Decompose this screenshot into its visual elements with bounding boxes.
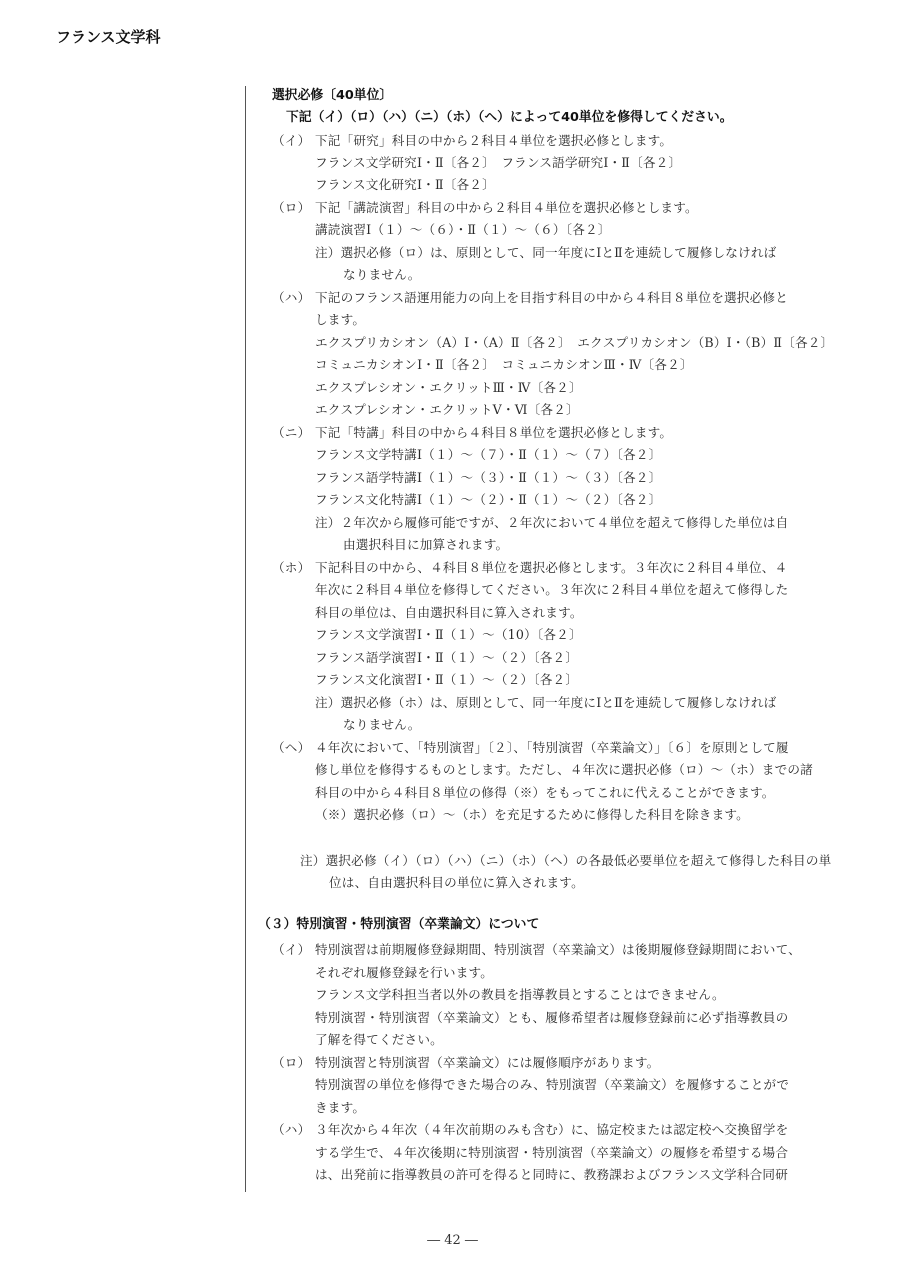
course-line: フランス語学特講Ⅰ（１）〜（３）・Ⅱ（１）〜（３）〔各２〕 <box>315 470 662 485</box>
item-text: 特別演習は前期履修登録期間、特別演習（卒業論文）は後期履修登録期間において、 <box>315 942 801 957</box>
course-line: エクスプリカシオン（A）Ⅰ・（A）Ⅱ〔各２〕 エクスプリカシオン（B）Ⅰ・（B）Ⅱ〔各２〕 <box>315 335 834 350</box>
item-text: する学生で、４年次後期に特別演習・特別演習（卒業論文）の履修を希望する場合 <box>315 1145 789 1160</box>
item-text: 下記のフランス語運用能力の向上を目指す科目の中から４科目８単位を選択必修と <box>315 290 788 305</box>
course-line: フランス語学演習Ⅰ・Ⅱ（１）〜（２）〔各２〕 <box>315 650 579 665</box>
note-text: 由選択科目に加算されます。 <box>343 537 509 552</box>
item-text: 特別演習・特別演習（卒業論文）とも、履修希望者は履修登録前に必ず指導教員の <box>315 1010 789 1025</box>
note-text: 注）選択必修（ホ）は、原則として、同一年度にⅠとⅡを連続して履修しなければ <box>315 695 777 710</box>
item-marker: （イ） <box>272 942 311 957</box>
elective-heading: 選択必修〔40単位〕 <box>272 88 393 103</box>
item-text: （※）選択必修（ロ）〜（ホ）を充足するために修得した科目を除きます。 <box>315 807 749 822</box>
item-marker: （イ） <box>272 133 311 148</box>
course-line: フランス文学研究Ⅰ・Ⅱ〔各２〕 フランス語学研究Ⅰ・Ⅱ〔各２〕 <box>315 155 682 170</box>
course-line: フランス文学特講Ⅰ（１）〜（７）・Ⅱ（１）〜（７）〔各２〕 <box>315 447 662 462</box>
margin-rule <box>245 86 246 1192</box>
department-title: フランス文学科 <box>56 28 161 46</box>
note-text: 注）選択必修（ロ）は、原則として、同一年度にⅠとⅡを連続して履修しなければ <box>315 245 777 260</box>
item-text: 特別演習の単位を修得できた場合のみ、特別演習（卒業論文）を履修することがで <box>315 1077 790 1092</box>
item-text: 特別演習と特別演習（卒業論文）には履修順序があります。 <box>315 1055 660 1070</box>
item-text: ４年次において、「特別演習」〔２〕、「特別演習（卒業論文）」〔６〕を原則として履 <box>315 740 789 755</box>
section3-heading: （３）特別演習・特別演習（卒業論文）について <box>258 917 540 932</box>
item-text: 科目の単位は、自由選択科目に算入されます。 <box>315 605 583 620</box>
course-line: エクスプレシオン・エクリットⅢ・Ⅳ〔各２〕 <box>315 380 582 395</box>
page-number: ― 42 ― <box>427 1233 478 1248</box>
item-text: 修し単位を修得するものとします。ただし、４年次に選択必修（ロ）〜（ホ）までの諸 <box>315 762 813 777</box>
item-text: 下記「研究」科目の中から２科目４単位を選択必修とします。 <box>315 133 673 148</box>
item-marker: （ホ） <box>272 560 311 575</box>
elective-intro: 下記（イ）（ロ）（ハ）（ニ）（ホ）（ヘ）によって40単位を修得してください。 <box>286 110 733 125</box>
item-text: きます。 <box>315 1100 366 1115</box>
note-text: 注）２年次から履修可能ですが、２年次において４単位を超えて修得した単位は自 <box>315 515 789 530</box>
item-marker: （ハ） <box>272 1122 311 1137</box>
item-text: 下記「講読演習」科目の中から２科目４単位を選択必修とします。 <box>315 200 698 215</box>
item-text: 下記科目の中から、４科目８単位を選択必修とします。３年次に２科目４単位、４ <box>315 560 788 575</box>
course-line: フランス文化研究Ⅰ・Ⅱ〔各２〕 <box>315 177 495 192</box>
course-line: エクスプレシオン・エクリットⅤ・Ⅵ〔各２〕 <box>315 402 579 417</box>
item-text: します。 <box>315 312 366 327</box>
item-text: それぞれ履修登録を行います。 <box>315 965 494 980</box>
course-line: フランス文学演習Ⅰ・Ⅱ（１）〜（10）〔各２〕 <box>315 627 582 642</box>
item-marker: （ニ） <box>272 425 311 440</box>
course-line: 講読演習Ⅰ（１）〜（６）・Ⅱ（１）〜（６）〔各２〕 <box>315 222 611 237</box>
item-marker: （ロ） <box>272 200 311 215</box>
item-text: 科目の中から４科目８単位の修得（※）をもってこれに代えることができます。 <box>315 785 775 800</box>
item-text: フランス文学科担当者以外の教員を指導教員とすることはできません。 <box>315 987 725 1002</box>
course-line: コミュニカシオンⅠ・Ⅱ〔各２〕 コミュニカシオンⅢ・Ⅳ〔各２〕 <box>315 357 693 372</box>
item-marker: （ハ） <box>272 290 311 305</box>
final-note: 注）選択必修（イ）（ロ）（ハ）（ニ）（ホ）（ヘ）の各最低必要単位を超えて修得した科目の単 <box>300 853 832 868</box>
item-text: は、出発前に指導教員の許可を得ると同時に、教務課およびフランス文学科合同研 <box>315 1167 788 1182</box>
note-text: なりません。 <box>343 717 421 732</box>
item-text: ３年次から４年次（４年次前期のみも含む）に、協定校または認定校へ交換留学を <box>315 1122 789 1137</box>
course-line: フランス文化特講Ⅰ（１）〜（２）・Ⅱ（１）〜（２）〔各２〕 <box>315 492 662 507</box>
item-text: 了解を得てください。 <box>315 1032 443 1047</box>
item-text: 下記「特講」科目の中から４科目８単位を選択必修とします。 <box>315 425 673 440</box>
note-text: なりません。 <box>343 267 421 282</box>
course-line: フランス文化演習Ⅰ・Ⅱ（１）〜（２）〔各２〕 <box>315 672 579 687</box>
item-marker: （ロ） <box>272 1055 311 1070</box>
item-text: 年次に２科目４単位を修得してください。３年次に２科目４単位を超えて修得した <box>315 582 789 597</box>
final-note: 位は、自由選択科目の単位に算入されます。 <box>329 875 584 890</box>
item-marker: （ヘ） <box>272 740 311 755</box>
